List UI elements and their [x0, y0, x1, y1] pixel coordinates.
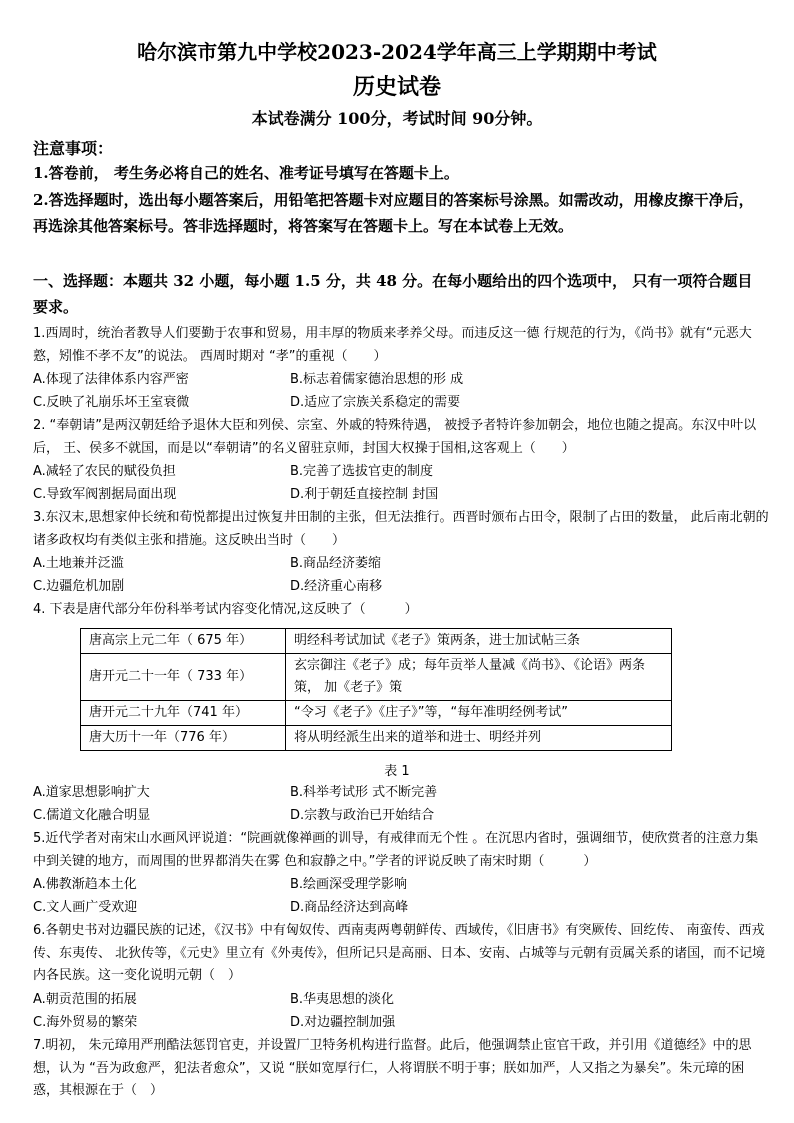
q1-option-a: A.体现了法律体系内容严密: [33, 372, 189, 387]
table-cell: 将从明经派生出来的道举和进士、明经并列: [286, 726, 672, 751]
q2-option-d: D.利于朝廷直接控制 封国: [290, 486, 439, 502]
q4-option-a: A.道家思想影响扩大: [33, 785, 150, 800]
question-4-options: [33, 782, 769, 827]
table-caption: 表 1: [384, 764, 410, 779]
table-cell: 唐高宗上元二年（ 675 年）: [81, 629, 286, 654]
q3-option-a: A.土地兼并泛滥: [33, 556, 124, 571]
exam-info: 本试卷满分 100分，考试时间 90分钟。: [251, 109, 543, 128]
question-7-stem: 7.明初， 朱元璋用严刑酷法惩罚官吏，并设置厂卫特务机构进行监督。此后，他强调禁止宦官干政，并引用《道德经》中的思想，认为 “吾为政愈严，犯法者愈众”，又说 “朕如宽厚行仁，人将谓朕不明于事；朕如加严，人又指之为暴矣”。朱元璋的困惑，其根源在于（ ）: [33, 1038, 752, 1099]
question-5-options: [33, 874, 769, 919]
question-1-options: [33, 369, 769, 414]
exam-title: 哈尔滨市第九中学校2023-2024学年高三上学期期中考试: [137, 40, 657, 64]
table-row: [81, 726, 672, 751]
q6-option-c: C.海外贸易的繁荣: [33, 1014, 138, 1030]
table-1: [80, 628, 672, 751]
question-2-stem: 2. “奉朝请”是两汉朝廷给予退休大臣和列侯、宗室、外戚的特殊待遇， 被授予者特许参加朝会，地位也随之提高。东汉中叶以后， 王、侯多不就国，而是以“奉朝请”的名义留驻京师，封国大权操于国相,这客观上（ ）: [33, 418, 757, 456]
table-row: [81, 701, 672, 726]
q4-option-d: D.宗教与政治已开始结合: [290, 807, 435, 823]
q6-option-a: A.朝贡范围的拓展: [33, 992, 137, 1007]
q5-option-d: D.商品经济达到高峰: [290, 899, 409, 915]
question-3-stem: 3.东汉末,思想家仲长统和荀悦都提出过恢复井田制的主张，但无法推行。西晋时颁布占田令，限制了占田的数量， 此后南北朝的诸多政权均有类似主张和措施。这反映出当时（ ）: [33, 510, 769, 548]
q2-option-c: C.导致军阀割据局面出现: [33, 486, 177, 502]
question-3-options: [33, 553, 769, 598]
q3-option-c: C.边疆危机加剧: [33, 578, 125, 594]
q5-option-c: C.文人画广受欢迎: [33, 899, 138, 915]
table-row: [81, 654, 672, 701]
q2-option-b: B.完善了选拔官吏的制度: [290, 464, 434, 479]
q4-option-c: C.儒道文化融合明显: [33, 807, 151, 823]
q1-option-d: D.适应了宗族关系稳定的需要: [290, 394, 461, 410]
question-6-stem: 6.各朝史书对边疆民族的记述，《汉书》中有匈奴传、西南夷两粤朝鲜传、西域传，《旧唐书》有突厥传、回纥传、 南蛮传、西戎传、东夷传、 北狄传等，《元史》里立有《外夷传》，但所记只是高丽、日本、安南、占城等与元朝有贡属关系的诸国，而不记境内各民族。这一变化说明元朝（ ）: [33, 923, 766, 984]
notes-heading: 注意事项：: [33, 139, 114, 158]
table-cell: 唐开元二十九年（741 年）: [81, 701, 286, 726]
table-cell: 唐开元二十一年（ 733 年）: [81, 654, 286, 701]
question-6-options: [33, 989, 769, 1034]
q2-option-a: A.减轻了农民的赋役负担: [33, 464, 176, 479]
q3-option-d: D.经济重心南移: [290, 578, 383, 594]
q6-option-b: B.华夷思想的淡化: [290, 992, 395, 1007]
table-row: [81, 629, 672, 654]
table-cell: 明经科考试加试《老子》策两条，进士加试帖三条: [286, 629, 672, 654]
question-5-stem: 5.近代学者对南宋山水画风评说道：“院画就像禅画的训导，有戒律而无个性 。在沉思内省时，强调细节，使欣赏者的注意力集中到关键的地方，而周围的世界都消失在雾 色和寂静之中。”学者的评说反映了南宋时期（ ）: [33, 831, 759, 869]
section-heading: 一、选择题：本题共 32 小题，每小题 1.5 分，共 48 分。在每小题给出的四个选项中， 只有一项符合题目要求。: [33, 272, 753, 316]
q5-option-a: A.佛教渐趋本土化: [33, 877, 137, 892]
note-item-2: 2.答选择题时，选出每小题答案后，用铅笔把答题卡对应题目的答案标号涂黑。如需改动，用橡皮擦干净后，再选涂其他答案标号。答非选择题时，将答案写在答题卡上。写在本试卷上无效。: [33, 191, 754, 235]
q4-option-b: B.科举考试形 式不断完善: [290, 785, 438, 800]
q6-option-d: D.对边疆控制加强: [290, 1014, 396, 1030]
table-cell: 唐大历十一年（776 年）: [81, 726, 286, 751]
subject-title: 历史试卷: [352, 74, 441, 100]
q1-option-b: B.标志着儒家德治思想的形 成: [290, 372, 464, 387]
table-cell: 玄宗御注《老子》成；每年贡举人量减《尚书》、《论语》两条策， 加《老子》策: [286, 654, 672, 701]
table-cell: “令习《老子》《庄子》”等，“每年准明经例考试”: [286, 701, 672, 726]
q5-option-b: B.绘画深受理学影响: [290, 877, 408, 892]
q3-option-b: B.商品经济萎缩: [290, 556, 382, 571]
note-item-1: 1.答卷前， 考生务必将自己的姓名、准考证号填写在答题卡上。: [33, 164, 459, 182]
question-1-stem: 1.西周时，统治者教导人们要勤于农事和贸易，用丰厚的物质来孝养父母。而违反这一德 行规范的行为，《尚书》就有“元恶大憝，矧惟不孝不友”的说法。 西周时期对 “孝”的重视（ ）: [33, 326, 752, 364]
question-2-options: [33, 461, 769, 506]
q1-option-c: C.反映了礼崩乐坏王室衰微: [33, 394, 190, 410]
question-4-stem: 4. 下表是唐代部分年份科举考试内容变化情况,这反映了（ ）: [33, 602, 418, 617]
